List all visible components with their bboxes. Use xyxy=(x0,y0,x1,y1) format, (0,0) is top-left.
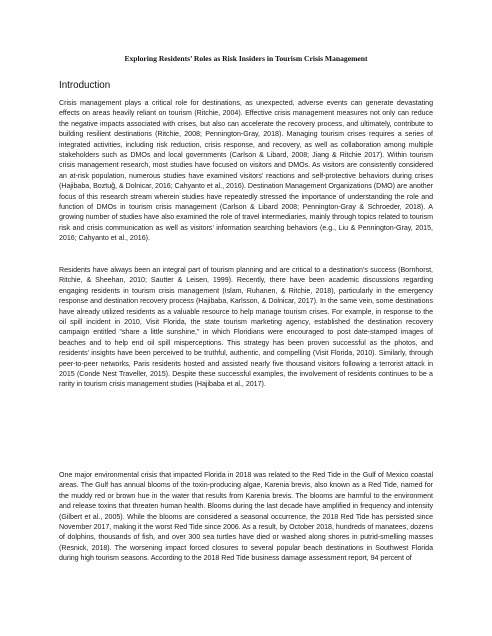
section-heading: Introduction xyxy=(59,80,111,91)
paragraph-2: Residents have always been an integral part of tourism planning and are critical to a destination’s success (Bornhorst, Ritchie, & Sheehan, 2010; Sautter & Leisen, 1999). Recently, there have been academic discussions regarding engaging residents in tourism crisis management (Islam, Ruhanen, & Ritchie, 2018), particularly in the emergency response and destination recovery process (Hajibaba, Karlsson, & Dolnicar, 2017). In the same vein, some destinations have already utilized residents as a valuable resource to help manage tourism crises. For example, in response to the oil spill incident in 2010, Visit Florida, the state tourism marketing agency, established the destination recovery campaign entitled “share a little sunshine,” in which Floridians were encouraged to post date-stamped images of beaches and to help end oil spill misperceptions. This strategy has been proven successful as the photos, and residents’ insights have been perceived to be truthful, authentic, and compelling (Visit Florida, 2010). Similarly, through peer-to-peer networks, Paris residents hosted and assisted nearly five thousand visitors following a terrorist attack in 2015 (Conde Nest Traveller, 2015). Despite these successful examples, the involvement of residents continues to be a rarity in tourism crisis management studies (Hajibaba et al., 2017). xyxy=(59,266,433,389)
paragraph-3: One major environmental crisis that impacted Florida in 2018 was related to the Red Tide in the Gulf of Mexico coastal areas. The Gulf has annual blooms of the toxin-producing algae, Karenia brevis, also known as a Red Tide, named for the muddy red or brown hue in the water that results from Karenia brevis. The blooms are harmful to the environment and release toxins that threaten human health. Blooms during the last decade have amplified in frequency and intensity (Gilbert et al., 2005). While the blooms are considered a seasonal occurrence, the 2018 Red Tide has persisted since November 2017, making it the worst Red Tide since 2006. As a result, by October 2018, hundreds of manatees, dozens of dolphins, thousands of fish, and over 300 sea turtles have died or washed along shores in putrid-smelling masses (Resnick, 2018). The worsening impact forced closures to several popular beach destinations in Southwest Florida during high tourism seasons. According to the 2018 Red Tide business damage assessment report, 94 percent of xyxy=(59,471,433,563)
paper-title: Exploring Residents’ Roles as Risk Insiders in Tourism Crisis Management xyxy=(124,54,368,63)
paragraph-1: Crisis management plays a critical role for destinations, as unexpected, adverse events can generate devastating effects on areas heavily reliant on tourism (Ritchie, 2004). Effective crisis management measures not only can reduce the negative impacts associated with crises, but also can accelerate the recovery process, and ultimately, contribute to building resilient destinations (Ritchie, 2008; Pennington-Gray, 2018). Managing tourism crises requires a series of integrated activities, including risk reduction, crisis response, and recovery, as well as collaboration among multiple stakeholders such as DMOs and local governments (Carlson & Libard, 2008; Jiang & Ritchie 2017). Within tourism crisis management research, most studies have focused on visitors and DMOs. As visitors are consistently considered an at-risk population, numerous studies have examined visitors’ reactions and self-protective behaviors during crises (Hajibaba, Boztuğ, & Dolnicar, 2016; Cahyanto et al., 2016). Destination Management Organizations (DMO) are another focus of this research stream wherein studies have repeatedly stressed the importance of understanding the role and function of DMOs in tourism crisis management (Carlson & Libard 2008; Pennington-Gray & Schroeder, 2018). A growing number of studies have also examined the role of travel intermediaries, mainly through topics related to tourism risk and crisis communication as well as visitors’ information searching behaviors (e.g., Liu & Pennington-Gray, 2015, 2016; Cahyanto et al., 2016). xyxy=(59,99,433,243)
